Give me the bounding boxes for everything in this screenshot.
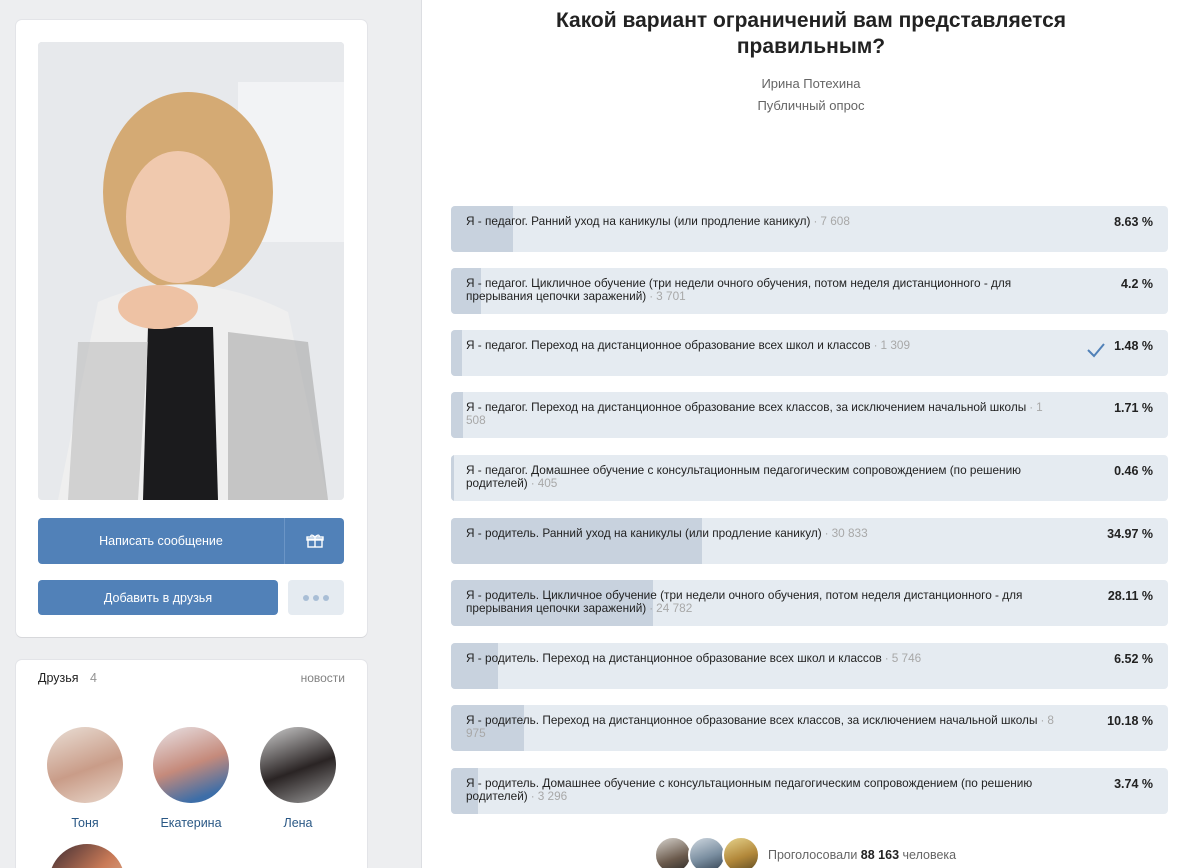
separator-dot: · [649, 601, 654, 615]
poll-option[interactable] [451, 518, 1168, 564]
poll-option-percent: 3.74 % [1114, 777, 1153, 791]
poll-option[interactable] [451, 643, 1168, 689]
poll-option-percent: 1.48 % [1114, 339, 1153, 353]
poll-option-count: 3 701 [656, 289, 686, 303]
poll-panel [421, 0, 1200, 868]
friend-name[interactable]: Екатерина [160, 816, 222, 830]
avatar [688, 836, 726, 868]
poll-option-fill [451, 392, 463, 438]
friend-item[interactable] [40, 727, 130, 830]
add-friend-button[interactable] [38, 580, 278, 615]
poll-option-label: Я - родитель. Переход на дистанционное образование всех школ и классов [466, 651, 882, 665]
poll-option-label: Я - родитель. Переход на дистанционное образование всех классов, за исключением начальной школы [466, 713, 1038, 727]
avatar[interactable] [49, 844, 125, 868]
poll-option-label: Я - педагог. Переход на дистанционное образование всех классов, за исключением начальной школы [466, 400, 1027, 414]
poll-option-text [466, 714, 1056, 740]
separator-dot: · [530, 789, 535, 803]
poll-option-percent: 10.18 % [1107, 714, 1153, 728]
poll-option[interactable] [451, 768, 1168, 814]
send-gift-button[interactable] [284, 518, 344, 564]
poll-option-fill [451, 518, 702, 564]
poll-option-label: Я - педагог. Домашнее обучение с консультационным педагогическим сопровождением (по решению родителей) [466, 463, 1022, 490]
more-actions-button[interactable] [288, 580, 344, 615]
separator-dot: · [1029, 400, 1034, 414]
separator-dot: · [824, 526, 829, 540]
total-votes-text [768, 848, 956, 862]
poll-option-text [466, 589, 1056, 615]
avatar [722, 836, 760, 868]
friends-news-link[interactable]: новости [300, 671, 345, 685]
footer-prefix: Проголосовали [768, 848, 858, 862]
poll-option-count: 3 296 [537, 789, 568, 803]
poll-option-text [466, 527, 1056, 540]
poll-option[interactable] [451, 206, 1168, 252]
poll-option-label: Я - педагог. Переход на дистанционное образование всех школ и классов [466, 338, 871, 352]
poll-option-percent: 4.2 % [1121, 277, 1153, 291]
poll-option[interactable] [451, 392, 1168, 438]
poll-footer [654, 836, 956, 868]
separator-dot: · [1040, 713, 1045, 727]
poll-option-text [466, 215, 1056, 228]
friends-title[interactable]: Друзья [38, 671, 79, 685]
separator-dot: · [649, 289, 654, 303]
poll-option-text [466, 277, 1056, 303]
gift-icon [306, 534, 324, 548]
write-message-label: Написать сообщение [99, 534, 223, 548]
poll-option-count: 24 782 [656, 601, 693, 615]
poll-option[interactable] [451, 268, 1168, 314]
poll-option[interactable] [451, 455, 1168, 501]
poll-option-text [466, 464, 1056, 490]
add-friend-label: Добавить в друзья [103, 590, 213, 605]
separator-dot: · [873, 338, 878, 352]
total-votes: 88 163 [860, 848, 900, 862]
poll-author[interactable]: Ирина Потехина [761, 76, 861, 91]
poll-option-label: Я - родитель. Ранний уход на каникулы (или продление каникул) [466, 526, 822, 540]
profile-card [16, 20, 367, 637]
footer-suffix: человека [902, 848, 957, 862]
friend-name[interactable]: Лена [283, 816, 313, 830]
friend-item[interactable] [253, 727, 343, 830]
more-dots-icon [303, 595, 329, 601]
poll-option-fill [451, 643, 498, 689]
friend-item[interactable] [146, 727, 236, 830]
poll-option-fill [451, 330, 462, 376]
poll-type: Публичный опрос [757, 98, 865, 113]
poll-option-text [466, 652, 1056, 665]
avatar [260, 727, 336, 803]
poll-option-text [466, 777, 1056, 803]
poll-option-count: 5 746 [891, 651, 922, 665]
poll-option-count: 1 309 [880, 338, 911, 352]
friend-name[interactable]: Тоня [71, 816, 99, 830]
poll-option-label: Я - родитель. Домашнее обучение с консультационным педагогическим сопровождением (по решению родителей) [466, 776, 1033, 803]
poll-option-text [466, 401, 1056, 427]
poll-option[interactable] [451, 705, 1168, 751]
poll-option-text [466, 339, 1056, 352]
poll-option-fill [451, 455, 454, 501]
separator-dot: · [884, 651, 889, 665]
poll-option-count: 8 975 [466, 713, 1054, 740]
friends-count: 4 [90, 671, 97, 685]
poll-option-percent: 6.52 % [1114, 652, 1153, 666]
poll-option[interactable] [451, 580, 1168, 626]
poll-option-percent: 28.11 % [1107, 589, 1153, 603]
profile-photo[interactable] [38, 42, 344, 500]
avatar [47, 727, 123, 803]
checkmark-icon [1086, 342, 1106, 358]
poll-option-count: 405 [537, 476, 558, 490]
poll-title: Какой вариант ограничений вам представляется правильным? [555, 9, 1067, 58]
separator-dot: · [530, 476, 535, 490]
poll-option-count: 30 833 [831, 526, 868, 540]
poll-option-percent: 1.71 % [1114, 401, 1153, 415]
poll-option-label: Я - педагог. Ранний уход на каникулы (или продление каникул) [466, 214, 811, 228]
poll-option-fill [451, 206, 513, 252]
poll-option-percent: 0.46 % [1114, 464, 1153, 478]
poll-option-label: Я - родитель. Цикличное обучение (три недели очного обучения, потом неделя дистанционного - для прерывания цепочки заражений) [466, 588, 1023, 615]
poll-option-label: Я - педагог. Цикличное обучение (три недели очного обучения, потом неделя дистанционного - для прерывания цепочки заражений) [466, 276, 1012, 303]
poll-option-percent: 8.63 % [1114, 215, 1153, 229]
avatar [654, 836, 692, 868]
separator-dot: · [813, 214, 818, 228]
write-message-button[interactable] [38, 518, 284, 564]
poll-option-count: 7 608 [820, 214, 850, 228]
voters-avatars[interactable] [654, 836, 756, 868]
friends-card [16, 660, 367, 868]
avatar [153, 727, 229, 803]
poll-option-percent: 34.97 % [1107, 527, 1153, 541]
poll-option-count: 1 508 [466, 400, 1043, 427]
poll-option[interactable] [451, 330, 1168, 376]
profile-photo-image [38, 42, 344, 500]
